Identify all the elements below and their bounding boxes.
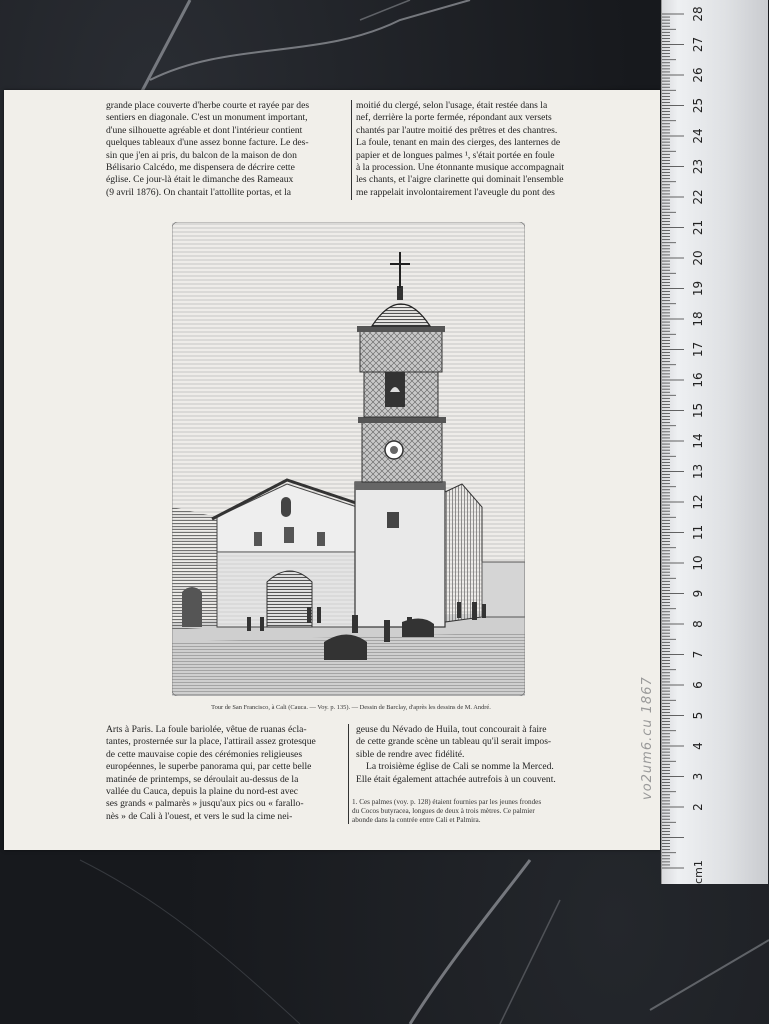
ruler-tick-label: 12 — [691, 494, 705, 510]
ruler-tick-label: 8 — [691, 620, 705, 628]
text-line: nès » de Cali à l'ouest, et vers le sud la cime nei- — [106, 810, 293, 822]
text-line: de cette mauvaise copie des cérémonies religieuses — [106, 748, 303, 760]
ruler-tick-label: 9 — [691, 589, 705, 598]
text-line: ses grands « palmarès » jusqu'aux pics ou « farallo- — [106, 798, 304, 810]
ruler-tick-label: 24 — [691, 128, 705, 144]
footnote-line: du Cocos butyracea, longues de deux à trois mètres. Ce palmier — [352, 807, 535, 815]
ruler-tick-label: 4 — [691, 742, 705, 750]
text-line: papier et de longues palmes ¹, s'était portée en foule — [356, 149, 555, 161]
text-line: grande place couverte d'herbe courte et rayée par des — [106, 100, 310, 111]
ruler-tick-label: 14 — [691, 433, 705, 449]
ruler-tick-label: 16 — [691, 372, 705, 388]
text-line: sin que j'en ai pris, du balcon de la maison de don — [106, 149, 297, 161]
column-rule — [348, 724, 349, 824]
ruler-tick-label: 19 — [691, 280, 705, 297]
text-column-top-right — [356, 100, 599, 199]
text-line: La troisième église de Cali se nomme la Merced. — [366, 761, 554, 773]
footnote-line: 1. Ces palmes (voy. p. 128) étaient fournies par les jeunes frondes — [352, 798, 542, 806]
text-line: quelques tableaux d'une assez bonne facture. Le des- — [106, 137, 309, 149]
footnote-line: abonde dans la contrée entre Cali et Palmira. — [352, 816, 481, 824]
ruler-tick-label: 18 — [691, 311, 705, 327]
text-line: église. Ce jour-là était le dimanche des Rameaux — [106, 174, 294, 186]
ruler-tick-label: 27 — [691, 36, 705, 53]
text-line: à la procession. Une étonnante musique accompagnait — [356, 162, 565, 174]
text-line: les chants, et l'aigre clarinette qui dominait l'ensemble — [356, 174, 564, 186]
text-column-bottom-left — [106, 724, 346, 823]
text-line: Arts à Paris. La foule bariolée, vêtue de ruanas écla- — [106, 724, 307, 735]
ruler-tick-label: 15 — [691, 402, 705, 419]
ruler-tick-label: 21 — [691, 219, 705, 236]
ruler-tick-label: 13 — [691, 463, 705, 480]
text-column-bottom-right — [356, 724, 600, 786]
text-line: chantés par l'autre moitié des prêtres et des chantres. — [356, 124, 558, 136]
ruler — [661, 0, 768, 884]
text-line: Elle était également attachée autrefois à un couvent. — [356, 773, 556, 785]
ruler-tick-label: 10 — [691, 555, 705, 571]
text-line: matinée de printemps, se déroulait au-dessus de la — [106, 773, 299, 785]
pencil-annotation: vo2um6.cu 1867 — [640, 676, 655, 800]
ruler-tick-label: 2 — [691, 803, 705, 811]
ruler-tick-label: 7 — [691, 650, 705, 659]
text-line: européennes, le superbe panorama qui, par cette belle — [106, 761, 312, 773]
ruler-tick-label: 23 — [691, 158, 705, 175]
ruler-tick-label: 5 — [691, 711, 705, 720]
ruler-unit-label: cm1 — [692, 860, 705, 884]
ruler-tick-label: 20 — [691, 250, 705, 266]
church-engraving — [172, 222, 525, 696]
figure-caption: Tour de San Francisco, à Cali (Cauca. — Voy. p. 135). — Dessin de Barclay, d'après les dessins de M. André. — [211, 704, 491, 711]
ruler-tick-label: 17 — [691, 341, 705, 358]
ruler-tick-label: 22 — [691, 189, 705, 205]
text-column-top-left — [106, 100, 346, 199]
text-line: moitié du clergé, selon l'usage, était restée dans la — [356, 100, 548, 111]
ruler-tick-label: 25 — [691, 97, 705, 114]
text-line: d'une silhouette agréable et dont l'intérieur contient — [106, 124, 303, 136]
ruler-tick-label: 26 — [691, 67, 705, 83]
ruler-tick-label: 3 — [691, 772, 705, 781]
text-line: sentiers en diagonale. C'est un monument important, — [106, 112, 308, 124]
text-line: tantes, prosternée sur la place, l'attirail assez grotesque — [106, 736, 316, 748]
text-line: La foule, tenant en main des cierges, des lanternes de — [356, 137, 561, 149]
text-line: vallée du Cauca, depuis la plaine du nord-est avec — [106, 786, 299, 798]
text-line: nef, derrière la porte fermée, répondant aux versets — [356, 112, 552, 124]
ruler-tick-label: 6 — [691, 681, 705, 689]
text-line: me rappelait involontairement l'aveugle du pont des — [356, 186, 555, 198]
text-line: (9 avril 1876). On chantait l'attollite portas, et la — [106, 186, 292, 198]
text-line: geuse du Névado de Huila, tout concourait à faire — [356, 724, 547, 735]
footnote — [352, 798, 600, 825]
text-line: de cette grande scène un tableau qu'il serait impos- — [356, 736, 552, 748]
text-line: sible de rendre avec fidélité. — [356, 748, 465, 760]
ruler-scale — [662, 0, 768, 884]
text-line: Bélisario Calcédo, me dispensera de décrire cette — [106, 162, 295, 174]
column-rule — [351, 100, 352, 200]
ruler-tick-label: 28 — [691, 6, 705, 22]
ruler-tick-label: 11 — [691, 524, 705, 541]
